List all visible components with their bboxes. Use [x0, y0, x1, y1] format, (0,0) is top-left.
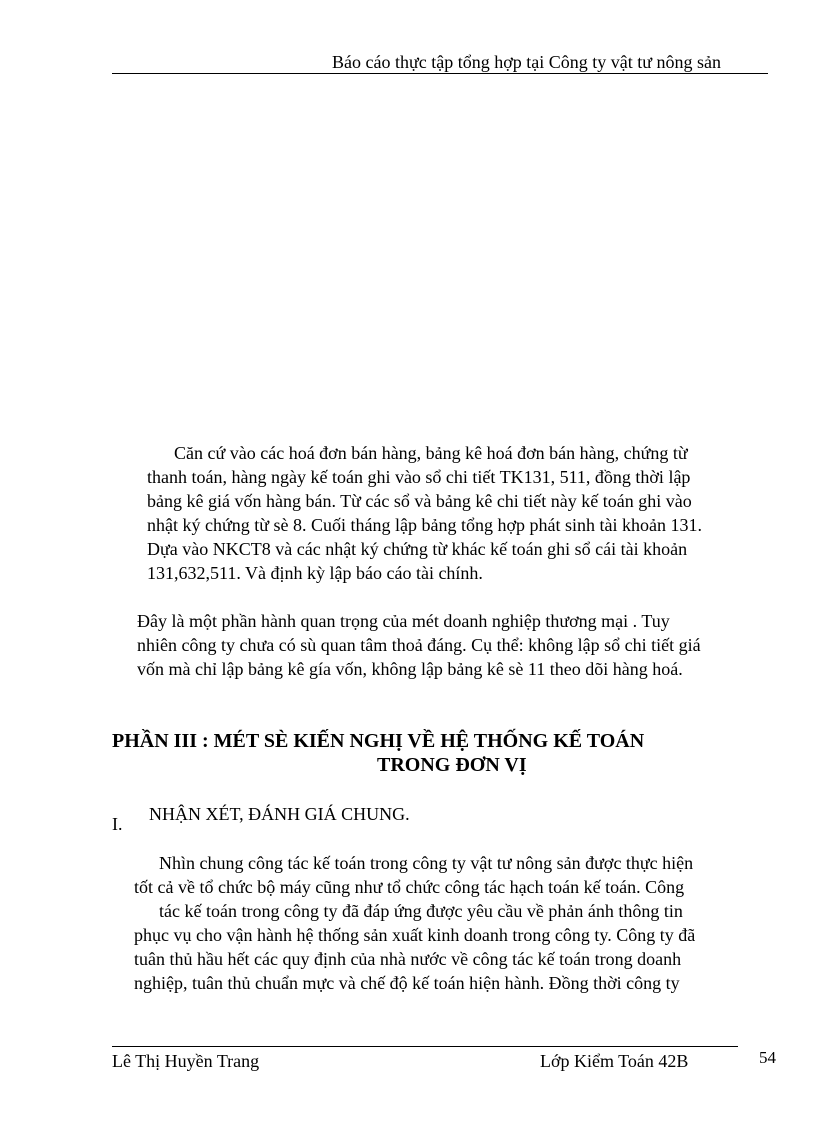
paragraph-line: Đây là một phần hành quan trọng của mét doanh nghiệp thương mại . Tuy: [137, 611, 670, 631]
paragraph-1-body: [147, 465, 759, 585]
paragraph-line: 131,632,511. Và định kỳ lập báo cáo tài chính.: [147, 563, 483, 583]
paragraph-2: [137, 609, 759, 681]
footer-class: Lớp Kiểm Toán 42B: [540, 1051, 689, 1071]
paragraph-line: tuân thủ hầu hết các quy định của nhà nước về công tác kế toán trong doanh: [134, 949, 682, 969]
paragraph-1: [174, 441, 688, 465]
paragraph-line: nhật ký chứng từ sè 8. Cuối tháng lập bảng tổng hợp phát sinh tài khoản 131.: [147, 515, 702, 535]
section-heading-line-2: TRONG ĐƠN VỊ: [377, 754, 527, 776]
paragraph-line: Nhìn chung công tác kế toán trong công ty vật tư nông sản được thực hiện: [159, 853, 694, 873]
subsection-number: I.: [112, 814, 123, 834]
section-heading-line-1: PHẦN III : MÉT SÈ KIẾN NGHỊ VỀ HỆ THỐNG KẾ TOÁN: [112, 730, 645, 752]
paragraph-line: tốt cả về tổ chức bộ máy cũng như tổ chức công tác hạch toán kế toán. Công: [134, 877, 685, 897]
paragraph-line: Căn cứ vào các hoá đơn bán hàng, bảng kê hoá đơn bán hàng, chứng từ: [174, 443, 688, 463]
paragraph-line: bảng kê giá vốn hàng bán. Từ các sổ và bảng kê chi tiết này kế toán ghi vào: [147, 491, 692, 511]
paragraph-line: phục vụ cho vận hành hệ thống sản xuất kinh doanh trong công ty. Công ty đã: [134, 925, 696, 945]
footer-divider: [112, 1046, 738, 1047]
subsection-title: NHẬN XÉT, ĐÁNH GIÁ CHUNG.: [149, 804, 410, 824]
paragraph-line: vốn mà chỉ lập bảng kê gía vốn, không lập bảng kê sè 11 theo dõi hàng hoá.: [137, 659, 683, 679]
paragraph-line: tác kế toán trong công ty đã đáp ứng được yêu cầu về phản ánh thông tin: [159, 901, 683, 921]
page-number: 54: [759, 1048, 776, 1067]
paragraph-line: thanh toán, hàng ngày kế toán ghi vào sổ chi tiết TK131, 511, đồng thời lập: [147, 467, 691, 487]
paragraph-line: nhiên công ty chưa có sù quan tâm thoả đáng. Cụ thể: không lập sổ chi tiết giá: [137, 635, 701, 655]
page-header-title: Báo cáo thực tập tổng hợp tại Công ty vật tư nông sản: [332, 52, 721, 72]
header-divider: [112, 73, 768, 74]
paragraph-line: Dựa vào NKCT8 và các nhật ký chứng từ khác kế toán ghi sổ cái tài khoản: [147, 539, 688, 559]
footer-author: Lê Thị Huyền Trang: [112, 1051, 260, 1071]
paragraph-line: nghiệp, tuân thủ chuẩn mực và chế độ kế toán hiện hành. Đồng thời công ty: [134, 973, 680, 993]
